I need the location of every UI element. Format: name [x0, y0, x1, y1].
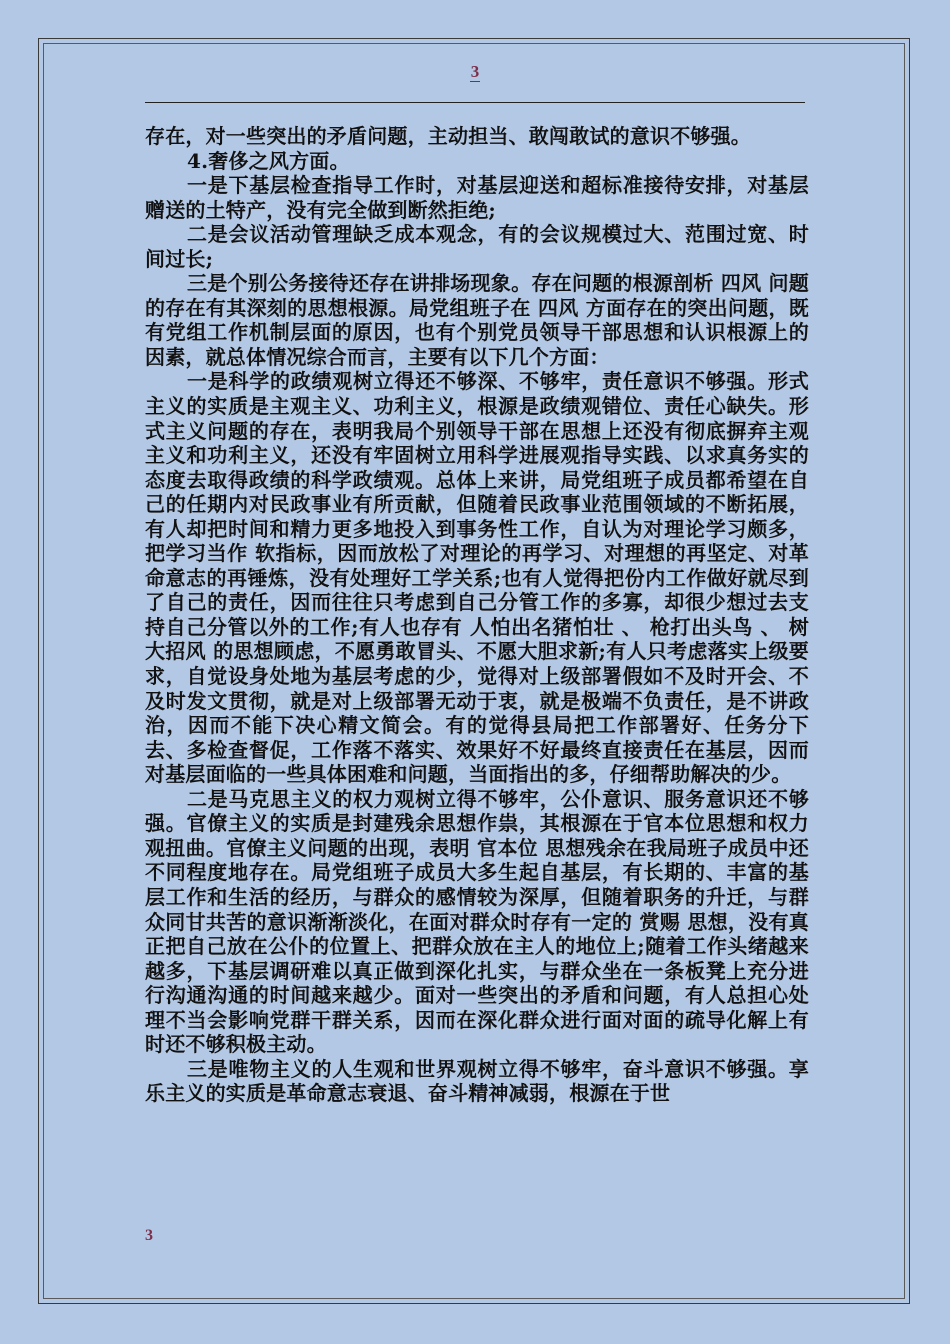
- paragraph-4: 三是个别公务接待还存在讲排场现象。存在问题的根源剖析 四风 问题的存在有其深刻的思想根源。局党组班子在 四风 方面存在的突出问题，既有党组工作机制层面的原因，也有个别党员领导干部思想和认识根源上的因素，就总体情况综合而言，主要有以下几个方面：: [145, 271, 809, 369]
- paragraph-7: 三是唯物主义的人生观和世界观树立得不够牢，奋斗意识不够强。享乐主义的实质是革命意志衰退、奋斗精神减弱，根源在于世: [145, 1056, 809, 1106]
- paragraph-1: 4.奢侈之风方面。: [187, 148, 350, 173]
- paragraph-3: 二是会议活动管理缺乏成本观念，有的会议规模过大、范围过宽、时间过长;: [145, 222, 809, 271]
- paragraph-2: 一是下基层检查指导工作时，对基层迎送和超标准接待安排，对基层赠送的土特产，没有完全做到断然拒绝;: [145, 173, 809, 222]
- document-body: [145, 124, 809, 1106]
- header-page-number-text: 3: [470, 62, 480, 81]
- paragraph-6: 二是马克思主义的权力观树立得不够牢，公仆意识、服务意识还不够强。官僚主义的实质是封建残余思想作祟，其根源在于官本位思想和权力观扭曲。官僚主义问题的出现，表明 官本位 思想残余在我局班子成员中还不同程度地存在。局党组班子成员大多生起自基层，有长期的、丰富的基层工作和生活的经历，与群众的感情较为深厚，但随着职务的升迁，与群众同甘共苦的意识渐渐淡化，在面对群众时存有一定的 赏赐 思想，没有真正把自己放在公仆的位置上、把群众放在主人的地位上;随着工作头绪越来越多，下基层调研难以真正做到深化扎实，与群众坐在一条板凳上充分进行沟通沟通的时间越来越少。面对一些突出的矛盾和问题，有人总担心处理不当会影响党群干群关系，因而在深化群众进行面对面的疏导化解上有时还不够积极主动。: [145, 786, 809, 1057]
- paragraph-5: 一是科学的政绩观树立得还不够深、不够牢，责任意识不够强。形式主义的实质是主观主义、功利主义，根源是政绩观错位、责任心缺失。形式主义问题的存在，表明我局个别领导干部在思想上还没有彻底摒弃主观主义和功利主义，还没有牢固树立用科学进展观指导实践、以求真务实的态度去取得政绩的科学政绩观。总体上来讲，局党组班子成员都希望在自己的任期内对民政事业有所贡献，但随着民政事业范围领域的不断拓展，有人却把时间和精力更多地投入到事务性工作，自认为对理论学习颇多，把学习当作 软指标，因而放松了对理论的再学习、对理想的再坚定、对革命意志的再锤炼，没有处理好工学关系;也有人觉得把份内工作做好就尽到了自己的责任，因而往往只考虑到自己分管工作的多寡，却很少想过去支持自己分管以外的工作;有人也存有 人怕出名猪怕壮 、 枪打出头鸟 、 树大招风 的思想顾虑，不愿勇敢冒头、不愿大胆求新;有人只考虑落实上级要求，自觉设身处地为基层考虑的少，觉得对上级部署假如不及时开会、不及时发文贯彻，就是对上级部署无动于衷，就是极端不负责任，是不讲政治，因而不能下决心精文简会。有的觉得县局把工作部署好、任务分下去、多检查督促，工作落不落实、效果好不好最终直接责任在基层，因而对基层面临的一些具体困难和问题，当面指出的多，仔细帮助解决的少。: [145, 369, 809, 787]
- header-rule: [145, 102, 805, 103]
- header-page-number: [0, 62, 950, 82]
- footer-page-number: 3: [145, 1227, 153, 1244]
- paragraph-0: 存在，对一些突出的矛盾问题，主动担当、敢闯敢试的意识不够强。: [145, 124, 751, 148]
